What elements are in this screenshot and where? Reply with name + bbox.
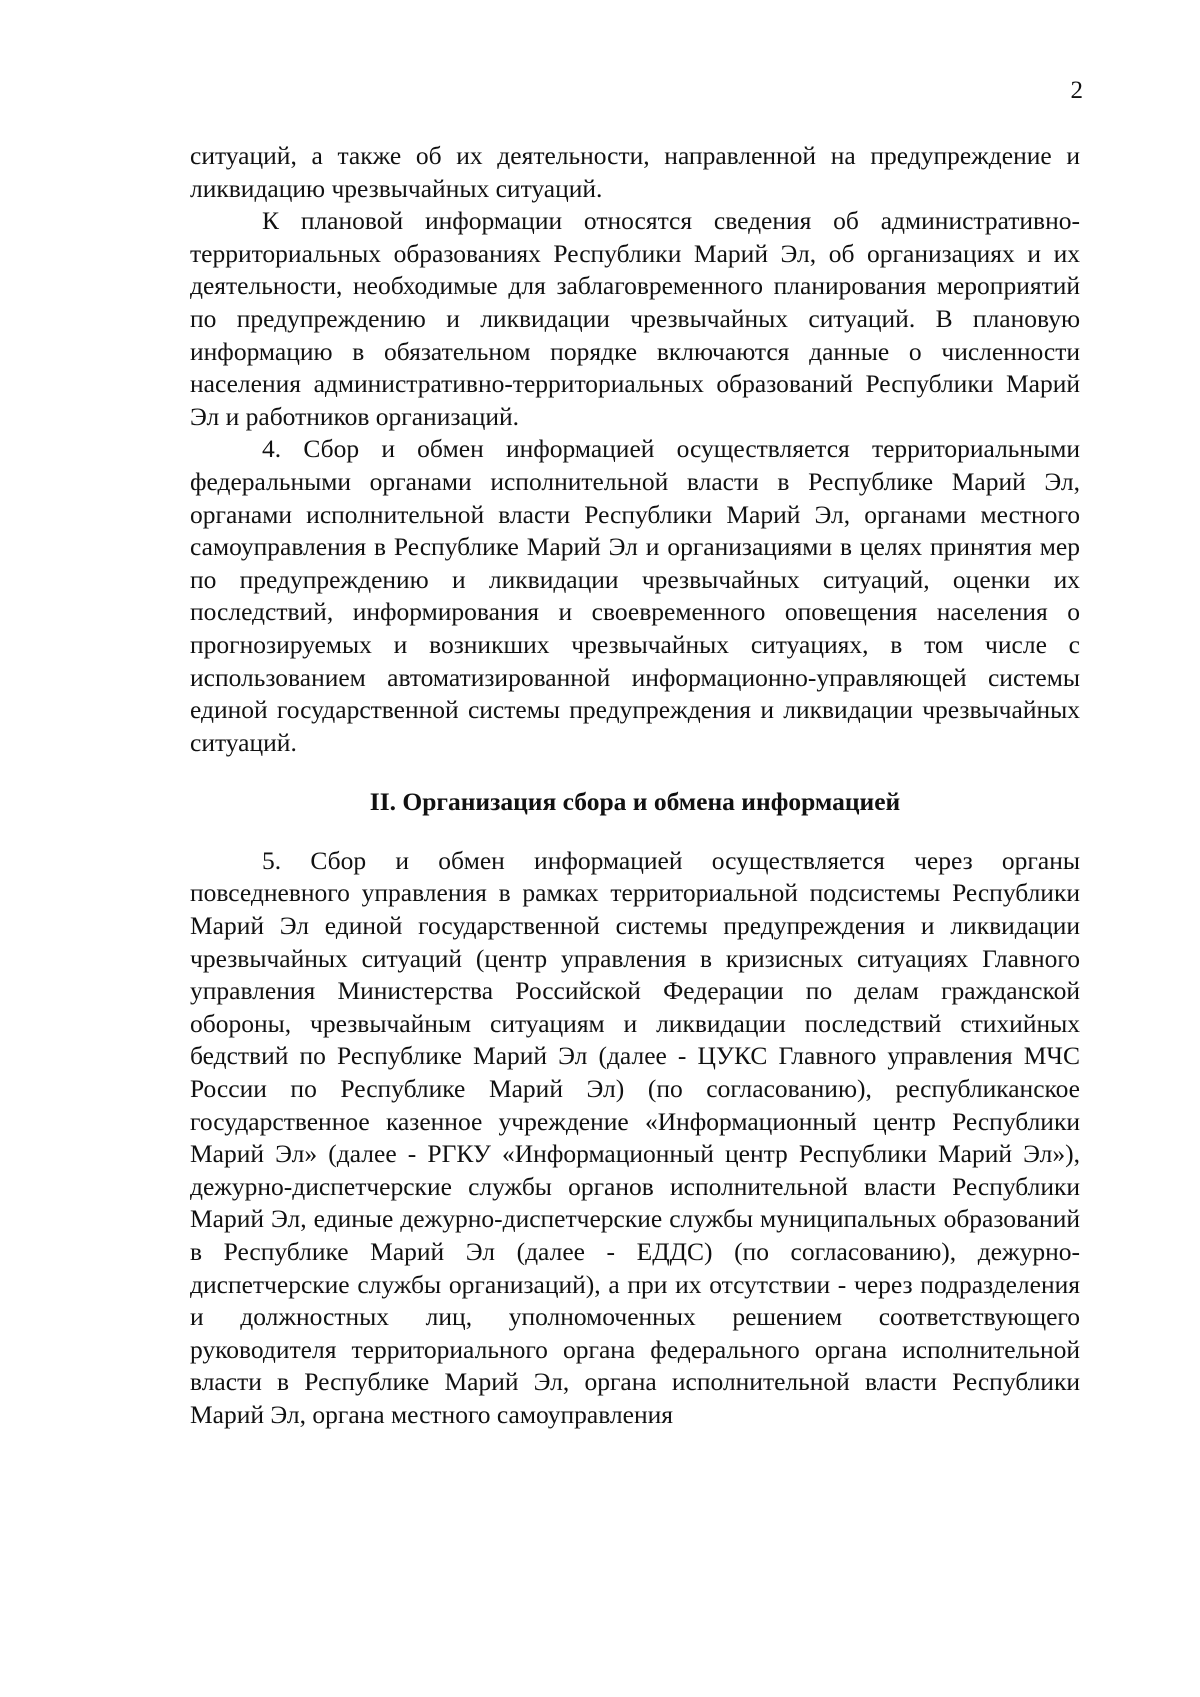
paragraph-continuation: ситуаций, а также об их деятельности, направленной на предупреждение и ликвидацию чрезвычайных ситуаций. [190,141,1080,203]
document-body [190,140,1080,1432]
page-number: 2 [1070,77,1083,104]
section-heading: II. Организация сбора и обмена информацией [369,787,901,817]
paragraph-item-4: 4. Сбор и обмен информацией осуществляется территориальными федеральными органами исполнительной власти в Республике Марий Эл, органами исполнительной власти Республики Марий Эл, органами местного самоуправления в Республике Марий Эл и организациями в целях принятия мер по предупреждению и ликвидации чрезвычайных ситуаций, оценки их последствий, информирования и своевременного оповещения населения о прогнозируемых и возникших чрезвычайных ситуациях, в том числе с использованием автоматизированной информационно-управляющей системы единой государственной системы предупреждения и ликвидации чрезвычайных ситуаций. [190,434,1080,757]
paragraph-item-5: 5. Сбор и обмен информацией осуществляется через органы повседневного управления в рамках территориальной подсистемы Республики Марий Эл единой государственной системы предупреждения и ликвидации чрезвычайных ситуаций (центр управления в кризисных ситуациях Главного управления Министерства Российской Федерации по делам гражданской обороны, чрезвычайным ситуациям и ликвидации последствий стихийных бедствий по Республике Марий Эл (далее - ЦУКС Главного управления МЧС России по Республике Марий Эл) (по согласованию), республиканское государственное казенное учреждение «Информационный центр Республики Марий Эл» (далее - РГКУ «Информационный центр Республики Марий Эл»), дежурно-диспетчерские службы органов исполнительной власти Республики Марий Эл, единые дежурно-диспетчерские службы муниципальных образований в Республике Марий Эл (далее - ЕДДС) (по согласованию), дежурно-диспетчерские службы организаций), а при их отсутствии - через подразделения и должностных лиц, уполномоченных решением соответствующего руководителя территориального органа федерального органа исполнительной власти в Республике Марий Эл, органа исполнительной власти Республики Марий Эл, органа местного самоуправления [190,845,1080,1429]
paragraph-planned-information: К плановой информации относятся сведения об административно-территориальных образованиях Республики Марий Эл, об организациях и их деятельности, необходимые для заблаговременного планирования мероприятий по предупреждению и ликвидации чрезвычайных ситуаций. В плановую информацию в обязательном порядке включаются данные о численности населения административно-территориальных образований Республики Марий Эл и работников организаций. [190,206,1080,431]
